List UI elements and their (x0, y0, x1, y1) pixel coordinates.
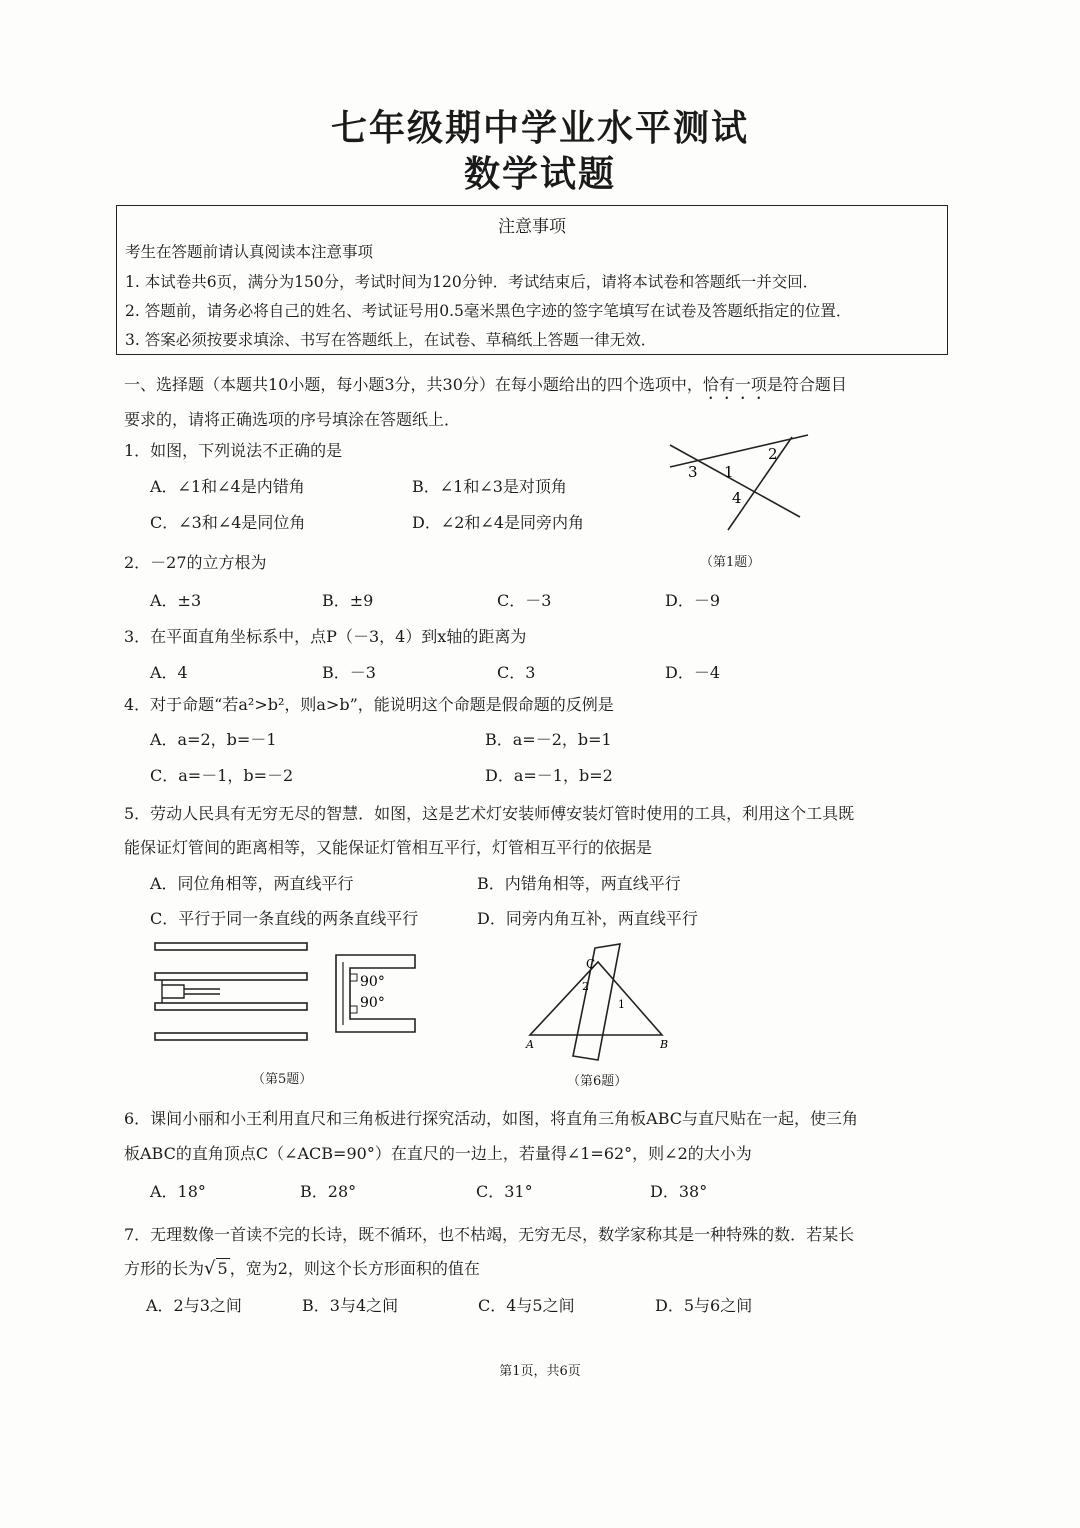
question-7-option-b: B．3与4之间 (302, 1296, 399, 1315)
question-7-text: ，宽为2，则这个长方形面积的值在 (229, 1259, 480, 1278)
figure-q1-caption: （第1题） (700, 555, 761, 570)
question-4-option-b: B．a=－2，b=1 (485, 730, 612, 749)
figure-q6-label: 1 (618, 998, 625, 1011)
section-heading-line2: 要求的，请将正确选项的序号填涂在答题纸上． (124, 410, 461, 429)
notice-item: 3. 答案必须按要求填涂、书写在答题纸上，在试卷、草稿纸上答题一律无效． (125, 331, 657, 349)
figure-q5-angle-label: 90° (360, 974, 385, 990)
question-2-option-c: C．－3 (497, 591, 552, 610)
question-4-option-a: A．a=2，b=－1 (150, 730, 277, 749)
figure-q6-label: B (660, 1038, 669, 1051)
page-footer: 第1页，共6页 (499, 1364, 581, 1379)
figure-q6-label: C (586, 957, 596, 971)
question-4-option-d: D．a=－1，b=2 (485, 766, 613, 785)
question-5-option-b: B．内错角相等，两直线平行 (477, 874, 681, 893)
question-5-stem: 5．劳动人民具有无穷无尽的智慧．如图，这是艺术灯安装师傅安装灯管时使用的工具，利用这个工具既 (124, 804, 855, 823)
notice-box (116, 205, 948, 355)
question-1-option-a: A．∠1和∠4是内错角 (150, 477, 305, 496)
question-4-option-c: C．a=－1，b=－2 (150, 766, 294, 785)
right-angle-mark (350, 974, 357, 981)
notice-intro: 考生在答题前请认真阅读本注意事项 (125, 243, 374, 261)
section-heading (124, 372, 847, 403)
question-2-option-d: D．－9 (665, 591, 721, 610)
notice-item: 2. 答题前，请务必将自己的姓名、考试证号用0.5毫米黑色字迹的签字笔填写在试卷及答题纸指定的位置． (125, 302, 852, 320)
figure-q1 (660, 425, 810, 540)
notice-item: 1. 本试卷共6页，满分为150分，考试时间为120分钟．考试结束后，请将本试卷和答题纸一并交回． (125, 273, 819, 291)
figure-q6-ruler (573, 944, 620, 1060)
question-6-option-b: B．28° (300, 1182, 357, 1201)
figure-q5-tool (336, 955, 415, 1032)
question-6-option-d: D．38° (650, 1182, 708, 1201)
figure-q5-caption: （第5题） (252, 1072, 313, 1087)
question-5-stem-line2: 能保证灯管间的距离相等，又能保证灯管相互平行，灯管相互平行的依据是 (124, 838, 653, 857)
question-3-option-d: D．－4 (665, 663, 721, 682)
figure-q6-label: 2 (582, 980, 589, 993)
question-5-option-d: D．同旁内角互补，两直线平行 (477, 909, 698, 928)
question-1-option-c: C．∠3和∠4是同位角 (150, 513, 306, 532)
question-4-stem: 4．对于命题“若a²>b²，则a>b”，能说明这个命题是假命题的反例是 (124, 695, 614, 714)
question-5-option-a: A．同位角相等，两直线平行 (150, 874, 354, 893)
notice-heading: 注意事项 (498, 217, 566, 237)
figure-q5-tube (155, 973, 307, 980)
question-7-text: 方形的长为 (124, 1259, 205, 1278)
question-6-option-c: C．31° (476, 1182, 533, 1201)
emphasis-text: 恰有一项 (702, 375, 767, 394)
question-6-stem: 6．课间小丽和小王利用直尺和三角板进行探究活动，如图，将直角三角板ABC与直尺贴在一起，使三角 (124, 1109, 859, 1128)
question-1-option-d: D．∠2和∠4是同旁内角 (412, 513, 585, 532)
figure-q5-tube (155, 943, 307, 950)
figure-q1-label: 3 (688, 463, 698, 481)
figure-q5-angle-label: 90° (360, 995, 385, 1011)
figure-q5 (150, 935, 425, 1060)
exam-title: 七年级期中学业水平测试 (330, 107, 749, 149)
question-2-option-a: A．±3 (150, 591, 202, 610)
question-3-option-c: C．3 (497, 663, 536, 682)
figure-q1-label: 4 (732, 489, 742, 507)
figure-q5-tool-end (162, 980, 220, 1003)
question-6-option-a: A．18° (150, 1182, 206, 1201)
question-3-option-a: A．4 (150, 663, 188, 682)
figure-q5-tube (155, 1003, 307, 1010)
section-heading-text: 一、选择题（本题共10小题，每小题3分，共30分）在每小题给出的四个选项中， (124, 375, 703, 394)
right-angle-mark (350, 1006, 357, 1013)
question-5-option-c: C．平行于同一条直线的两条直线平行 (150, 909, 419, 928)
figure-q5-tube (155, 1033, 307, 1040)
figure-q6-caption: （第6题） (567, 1074, 628, 1089)
question-2-stem: 2．－27的立方根为 (124, 553, 267, 572)
figure-q6 (520, 938, 680, 1063)
question-7-stem-line2 (124, 1256, 480, 1279)
question-1-option-b: B．∠1和∠3是对顶角 (412, 477, 567, 496)
question-2-option-b: B．±9 (322, 591, 374, 610)
question-1-stem: 1．如图，下列说法不正确的是 (124, 441, 343, 460)
sqrt-radicand: 5 (217, 1259, 228, 1278)
figure-q1-label: 2 (768, 445, 778, 463)
figure-q6-label: A (526, 1038, 534, 1051)
question-7-option-a: A．2与3之间 (146, 1296, 242, 1315)
section-heading-text: 是符合题目 (766, 375, 847, 394)
figure-q1-label: 1 (724, 463, 734, 481)
question-3-stem: 3．在平面直角坐标系中，点P（－3，4）到x轴的距离为 (124, 627, 527, 646)
question-7-stem: 7．无理数像一首读不完的长诗，既不循环，也不枯竭，无穷无尽，数学家称其是一种特殊的数．若某长 (124, 1225, 855, 1244)
question-7-option-d: D．5与6之间 (655, 1296, 753, 1315)
question-6-stem-line2: 板ABC的直角顶点C（∠ACB=90°）在直尺的一边上，若量得∠1=62°，则∠2的大小为 (124, 1144, 752, 1163)
sqrt-symbol: √ (204, 1258, 216, 1279)
question-3-option-b: B．－3 (322, 663, 376, 682)
question-7-option-c: C．4与5之间 (478, 1296, 575, 1315)
exam-subtitle: 数学试题 (463, 153, 616, 195)
